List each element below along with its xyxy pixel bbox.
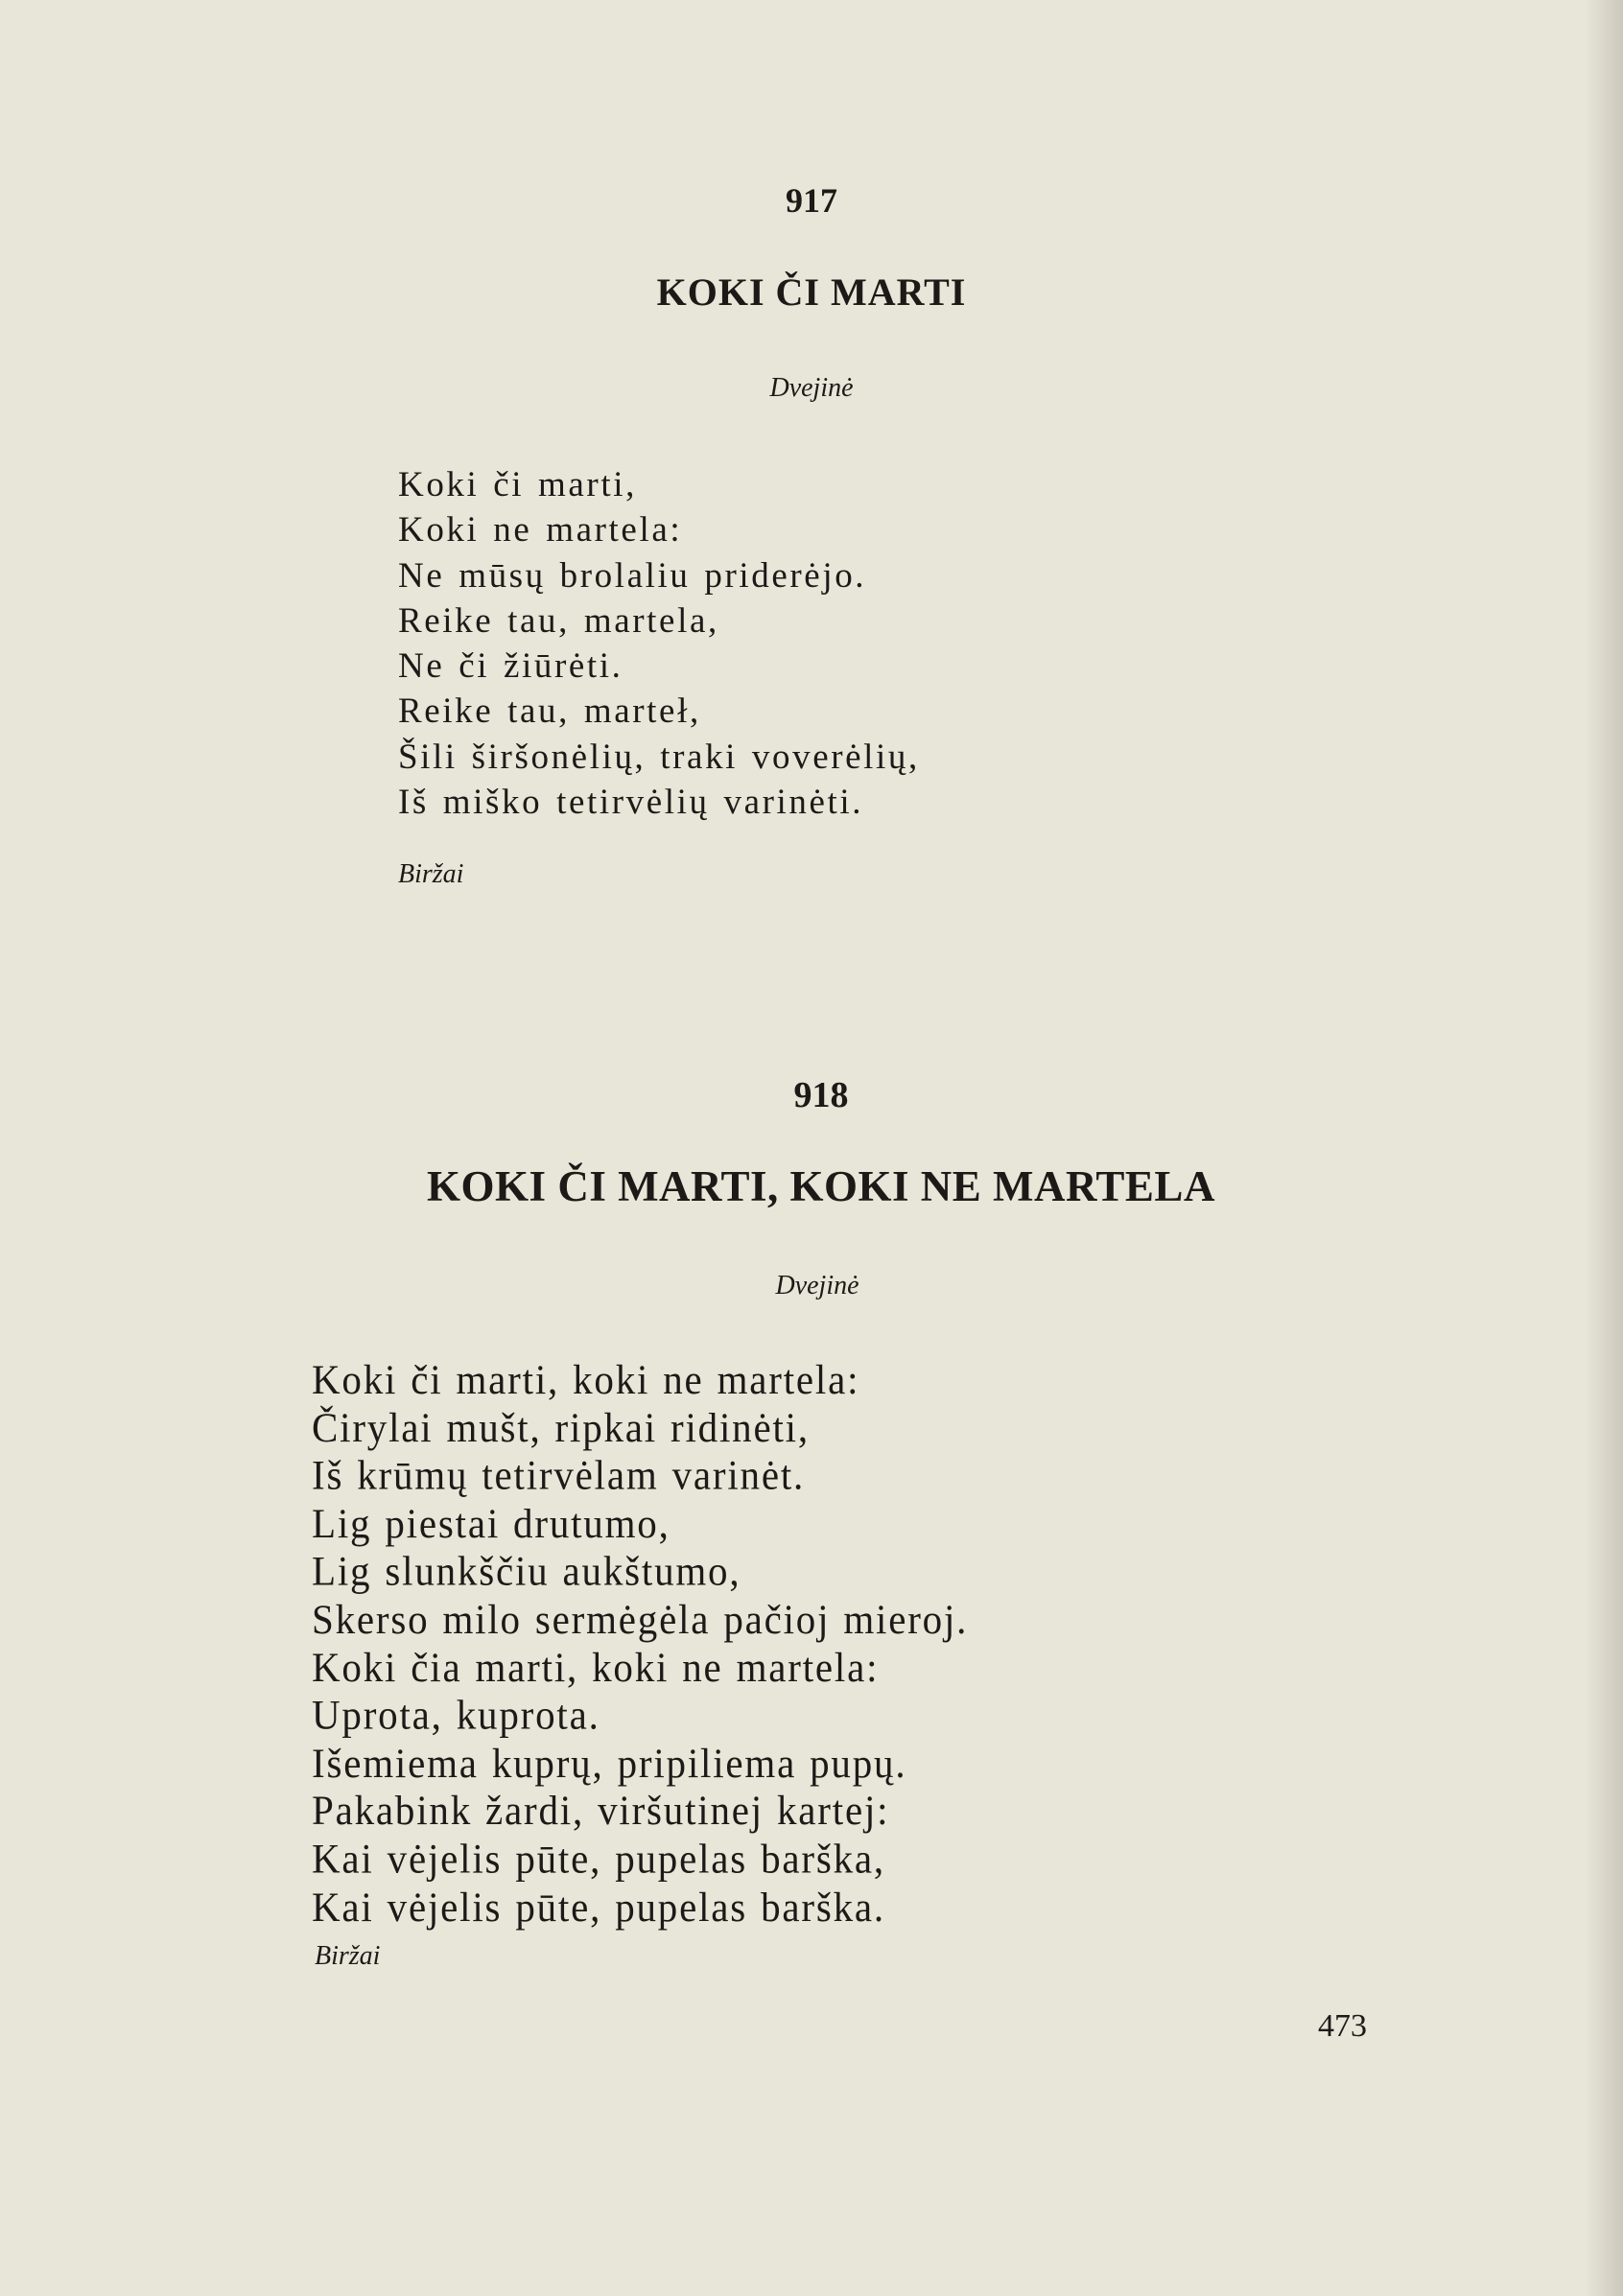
song-number: 918	[793, 1075, 849, 1115]
lyric-line: Reike tau, marteł,	[398, 691, 701, 732]
song-place: Biržai	[315, 1941, 381, 1971]
lyric-line: Lig piestai drutumo,	[312, 1499, 670, 1547]
lyric-line: Reike tau, martela,	[398, 600, 719, 641]
song-lyrics	[398, 462, 920, 825]
page-number: 473	[1318, 2008, 1367, 2044]
lyric-line: Išemiema kuprų, pripiliema pupų.	[312, 1739, 907, 1787]
lyric-line: Skerso milo sermėgėla pačioj mieroj.	[312, 1595, 969, 1643]
lyric-line: Pakabink žardi, viršutinej kartej:	[312, 1787, 890, 1835]
lyric-line: Iš krūmų tetirvėlam varinėt.	[312, 1451, 806, 1499]
lyric-line: Kai vėjelis pūte, pupelas barška,	[312, 1835, 885, 1883]
lyric-line: Čirylai mušt, ripkai ridinėti,	[312, 1403, 810, 1451]
song-title: KOKI ČI MARTI, KOKI NE MARTELA	[427, 1162, 1215, 1210]
lyric-line: Šili širšonėlių, traki voverėlių,	[398, 737, 920, 777]
song-number: 917	[786, 181, 837, 220]
lyric-line: Uprota, kuprota.	[312, 1691, 600, 1739]
lyric-line: Koki ne martela:	[398, 510, 683, 551]
lyric-line: Koki či marti, koki ne martela:	[312, 1356, 860, 1403]
page-edge-shadow	[1585, 0, 1623, 2296]
lyric-line: Koki či marti,	[398, 465, 637, 504]
song-lyrics	[312, 1356, 968, 1932]
lyric-line: Iš miško tetirvėlių varinėti.	[398, 783, 864, 823]
song-title: KOKI ČI MARTI	[656, 270, 967, 314]
song-place: Biržai	[398, 859, 464, 889]
lyric-line: Ne mūsų brolaliu priderėjo.	[398, 555, 867, 596]
song-subtitle: Dvejinė	[769, 373, 854, 403]
lyric-line: Lig slunkščiu aukštumo,	[312, 1547, 741, 1595]
lyric-line: Kai vėjelis pūte, pupelas barška.	[312, 1883, 885, 1931]
lyric-line: Ne či žiūrėti.	[398, 646, 623, 687]
lyric-line: Koki čia marti, koki ne martela:	[312, 1643, 880, 1691]
song-subtitle: Dvejinė	[775, 1271, 859, 1300]
